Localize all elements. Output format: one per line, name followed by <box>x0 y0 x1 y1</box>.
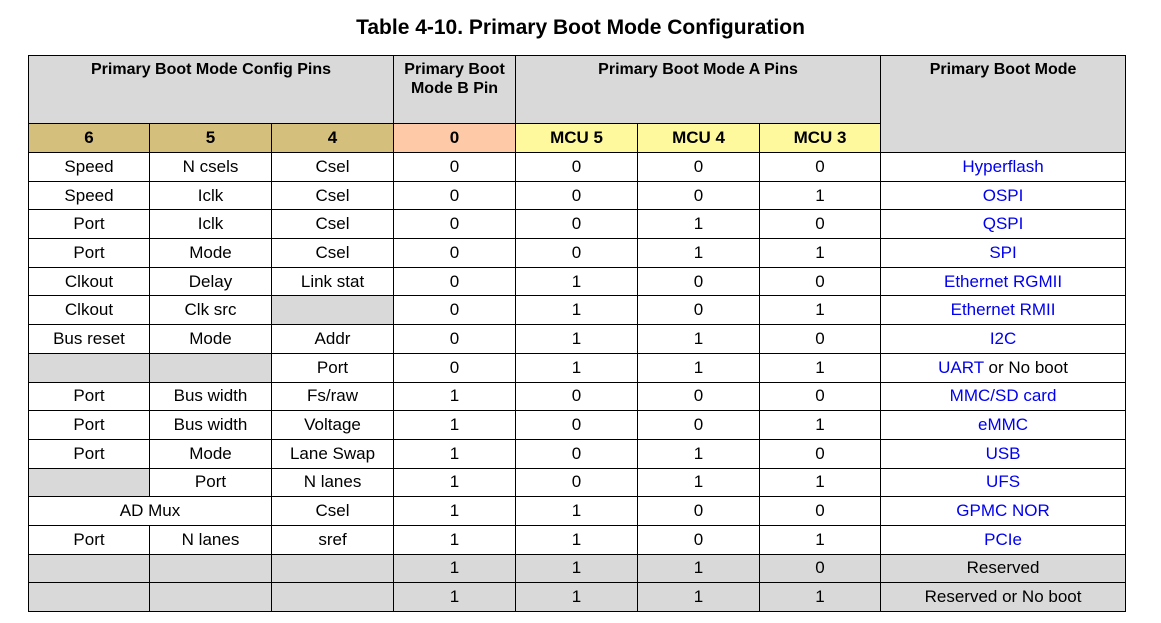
cell-b-pin: 0 <box>394 210 516 239</box>
cell-pin-5: Bus width <box>150 382 272 411</box>
cell-mcu-4: 0 <box>638 296 760 325</box>
cell-mcu-3: 0 <box>760 382 881 411</box>
cell-mcu-4: 1 <box>638 353 760 382</box>
cell-pin-5-empty <box>150 554 272 583</box>
cell-b-pin: 1 <box>394 439 516 468</box>
cell-pin-5: Clk src <box>150 296 272 325</box>
cell-mcu-3: 0 <box>760 497 881 526</box>
cell-b-pin: 0 <box>394 181 516 210</box>
subheader-mcu-3: MCU 3 <box>760 124 881 153</box>
cell-pin-6: Bus reset <box>29 325 150 354</box>
table-row <box>29 210 1126 239</box>
cell-mcu-5: 1 <box>516 554 638 583</box>
cell-pin-4: Fs/raw <box>272 382 394 411</box>
cell-pin-6: Clkout <box>29 267 150 296</box>
table-row <box>29 153 1126 182</box>
table-row <box>29 554 1126 583</box>
cell-pin-6: Port <box>29 439 150 468</box>
subheader-mcu-5: MCU 5 <box>516 124 638 153</box>
cell-pin-4: Link stat <box>272 267 394 296</box>
cell-pin-4: N lanes <box>272 468 394 497</box>
boot-mode-link[interactable]: QSPI <box>982 214 1024 234</box>
boot-mode-link[interactable]: MMC/SD card <box>949 386 1057 406</box>
cell-mcu-4: 1 <box>638 439 760 468</box>
cell-pin-4-empty <box>272 583 394 612</box>
cell-boot-mode <box>881 210 1126 239</box>
table-row <box>29 296 1126 325</box>
cell-mcu-4: 0 <box>638 497 760 526</box>
boot-mode-table <box>28 55 1126 612</box>
cell-b-pin: 0 <box>394 353 516 382</box>
cell-mcu-5: 1 <box>516 267 638 296</box>
cell-mcu-3: 0 <box>760 325 881 354</box>
boot-mode-link[interactable]: UART <box>938 357 984 377</box>
table-row <box>29 181 1126 210</box>
cell-mcu-3: 0 <box>760 554 881 583</box>
cell-boot-mode <box>881 181 1126 210</box>
cell-boot-mode <box>881 525 1126 554</box>
table-row <box>29 439 1126 468</box>
boot-mode-link[interactable]: SPI <box>989 242 1017 262</box>
cell-mcu-4: 0 <box>638 267 760 296</box>
cell-pin-4: Voltage <box>272 411 394 440</box>
cell-mcu-3: 0 <box>760 153 881 182</box>
cell-pin-6: Port <box>29 210 150 239</box>
cell-pin-6: Port <box>29 382 150 411</box>
cell-mcu-4: 0 <box>638 153 760 182</box>
table-row <box>29 468 1126 497</box>
table-row <box>29 325 1126 354</box>
boot-mode-link[interactable]: PCIe <box>984 529 1022 549</box>
cell-mcu-5: 1 <box>516 497 638 526</box>
cell-b-pin: 1 <box>394 468 516 497</box>
cell-pin-5-empty <box>150 353 272 382</box>
cell-boot-mode <box>881 439 1126 468</box>
cell-mcu-4: 1 <box>638 239 760 268</box>
cell-mcu-5: 0 <box>516 153 638 182</box>
cell-mcu-3: 1 <box>760 353 881 382</box>
cell-mcu-5: 0 <box>516 239 638 268</box>
cell-pin-4: Csel <box>272 210 394 239</box>
cell-pin-4: Port <box>272 353 394 382</box>
boot-mode-link[interactable]: Ethernet RGMII <box>943 271 1063 291</box>
cell-boot-mode: Reserved or No boot <box>881 583 1126 612</box>
cell-mcu-5: 0 <box>516 411 638 440</box>
header-boot-mode: Primary Boot Mode <box>881 56 1126 153</box>
cell-mcu-4: 0 <box>638 411 760 440</box>
cell-mcu-5: 1 <box>516 296 638 325</box>
cell-mcu-5: 1 <box>516 353 638 382</box>
cell-pin-4: Csel <box>272 153 394 182</box>
cell-mcu-3: 0 <box>760 267 881 296</box>
cell-mcu-4: 1 <box>638 583 760 612</box>
cell-mcu-3: 1 <box>760 411 881 440</box>
cell-b-pin: 1 <box>394 497 516 526</box>
cell-mcu-4: 0 <box>638 382 760 411</box>
cell-b-pin: 0 <box>394 325 516 354</box>
cell-mcu-5: 0 <box>516 181 638 210</box>
cell-mcu-4: 1 <box>638 210 760 239</box>
cell-pin-6-empty <box>29 468 150 497</box>
cell-b-pin: 0 <box>394 153 516 182</box>
cell-pin-4-empty <box>272 296 394 325</box>
table-row <box>29 411 1126 440</box>
header-config-pins: Primary Boot Mode Config Pins <box>29 56 394 124</box>
cell-mcu-3: 1 <box>760 296 881 325</box>
cell-pin-4: Csel <box>272 181 394 210</box>
cell-pin-5: Bus width <box>150 411 272 440</box>
table-row <box>29 583 1126 612</box>
table-title: Table 4-10. Primary Boot Mode Configuration <box>356 16 805 39</box>
cell-boot-mode <box>881 296 1126 325</box>
cell-pin-5: Mode <box>150 239 272 268</box>
cell-pin-5: Mode <box>150 439 272 468</box>
cell-pin-4: sref <box>272 525 394 554</box>
cell-mcu-4: 0 <box>638 181 760 210</box>
cell-pin-6: Port <box>29 239 150 268</box>
boot-mode-link[interactable]: Hyperflash <box>962 156 1044 176</box>
boot-mode-link[interactable]: GPMC NOR <box>956 501 1050 521</box>
boot-mode-link[interactable]: USB <box>985 443 1021 463</box>
boot-mode-link[interactable]: I2C <box>989 328 1017 348</box>
cell-pin-5: Iclk <box>150 181 272 210</box>
header-b-pin: Primary Boot Mode B Pin <box>394 56 516 124</box>
boot-mode-link[interactable]: eMMC <box>978 415 1029 435</box>
cell-boot-mode: Reserved <box>881 554 1126 583</box>
cell-pin-4: Csel <box>272 239 394 268</box>
cell-mcu-3: 0 <box>760 439 881 468</box>
cell-boot-mode <box>881 239 1126 268</box>
boot-mode-link[interactable]: OSPI <box>982 185 1024 205</box>
cell-b-pin: 1 <box>394 554 516 583</box>
cell-pin-6: Port <box>29 411 150 440</box>
cell-boot-mode <box>881 267 1126 296</box>
boot-mode-link[interactable]: UFS <box>986 472 1021 492</box>
cell-b-pin: 1 <box>394 525 516 554</box>
cell-boot-mode <box>881 411 1126 440</box>
cell-mcu-5: 0 <box>516 439 638 468</box>
cell-mcu-5: 0 <box>516 210 638 239</box>
cell-b-pin: 0 <box>394 239 516 268</box>
cell-mcu-5: 1 <box>516 525 638 554</box>
cell-b-pin: 0 <box>394 267 516 296</box>
cell-pin-6-empty <box>29 554 150 583</box>
cell-mcu-5: 0 <box>516 382 638 411</box>
subheader-pin-4: 4 <box>272 124 394 153</box>
table-row <box>29 239 1126 268</box>
cell-b-pin: 0 <box>394 296 516 325</box>
cell-boot-mode <box>881 497 1126 526</box>
cell-boot-mode <box>881 382 1126 411</box>
cell-mcu-3: 0 <box>760 210 881 239</box>
cell-boot-mode <box>881 468 1126 497</box>
cell-pin-4: Lane Swap <box>272 439 394 468</box>
cell-mcu-5: 0 <box>516 468 638 497</box>
cell-pin-6: Speed <box>29 153 150 182</box>
table-row <box>29 267 1126 296</box>
cell-boot-mode <box>881 325 1126 354</box>
header-a-pins: Primary Boot Mode A Pins <box>516 56 881 124</box>
cell-boot-mode <box>881 153 1126 182</box>
cell-pin-5: Delay <box>150 267 272 296</box>
cell-pin-5: Port <box>150 468 272 497</box>
cell-pin-6-empty <box>29 583 150 612</box>
cell-mcu-3: 1 <box>760 239 881 268</box>
cell-pin-5-empty <box>150 583 272 612</box>
table-row <box>29 525 1126 554</box>
cell-mcu-4: 1 <box>638 554 760 583</box>
subheader-pin-5: 5 <box>150 124 272 153</box>
cell-pin-6: Port <box>29 525 150 554</box>
cell-pin-6: Speed <box>29 181 150 210</box>
subheader-pin-6: 6 <box>29 124 150 153</box>
cell-mcu-3: 1 <box>760 468 881 497</box>
cell-pin-6: Clkout <box>29 296 150 325</box>
cell-b-pin: 1 <box>394 583 516 612</box>
cell-mcu-3: 1 <box>760 583 881 612</box>
cell-mcu-3: 1 <box>760 181 881 210</box>
table-row <box>29 497 1126 526</box>
cell-b-pin: 1 <box>394 411 516 440</box>
cell-mcu-5: 1 <box>516 325 638 354</box>
boot-mode-link[interactable]: Ethernet RMII <box>950 300 1056 320</box>
table-row <box>29 382 1126 411</box>
cell-pin-6-empty <box>29 353 150 382</box>
cell-pin-5: N lanes <box>150 525 272 554</box>
subheader-pin-0: 0 <box>394 124 516 153</box>
cell-boot-mode <box>881 353 1126 382</box>
cell-pin-5: N csels <box>150 153 272 182</box>
cell-pin-4: Csel <box>272 497 394 526</box>
cell-pin-6-5-merged: AD Mux <box>29 497 272 526</box>
boot-mode-suffix: or No boot <box>983 357 1068 377</box>
cell-pin-4-empty <box>272 554 394 583</box>
cell-mcu-3: 1 <box>760 525 881 554</box>
cell-mcu-4: 1 <box>638 325 760 354</box>
cell-b-pin: 1 <box>394 382 516 411</box>
cell-mcu-4: 0 <box>638 525 760 554</box>
cell-pin-5: Mode <box>150 325 272 354</box>
cell-pin-5: Iclk <box>150 210 272 239</box>
subheader-mcu-4: MCU 4 <box>638 124 760 153</box>
cell-mcu-4: 1 <box>638 468 760 497</box>
cell-mcu-5: 1 <box>516 583 638 612</box>
cell-pin-4: Addr <box>272 325 394 354</box>
table-row <box>29 353 1126 382</box>
